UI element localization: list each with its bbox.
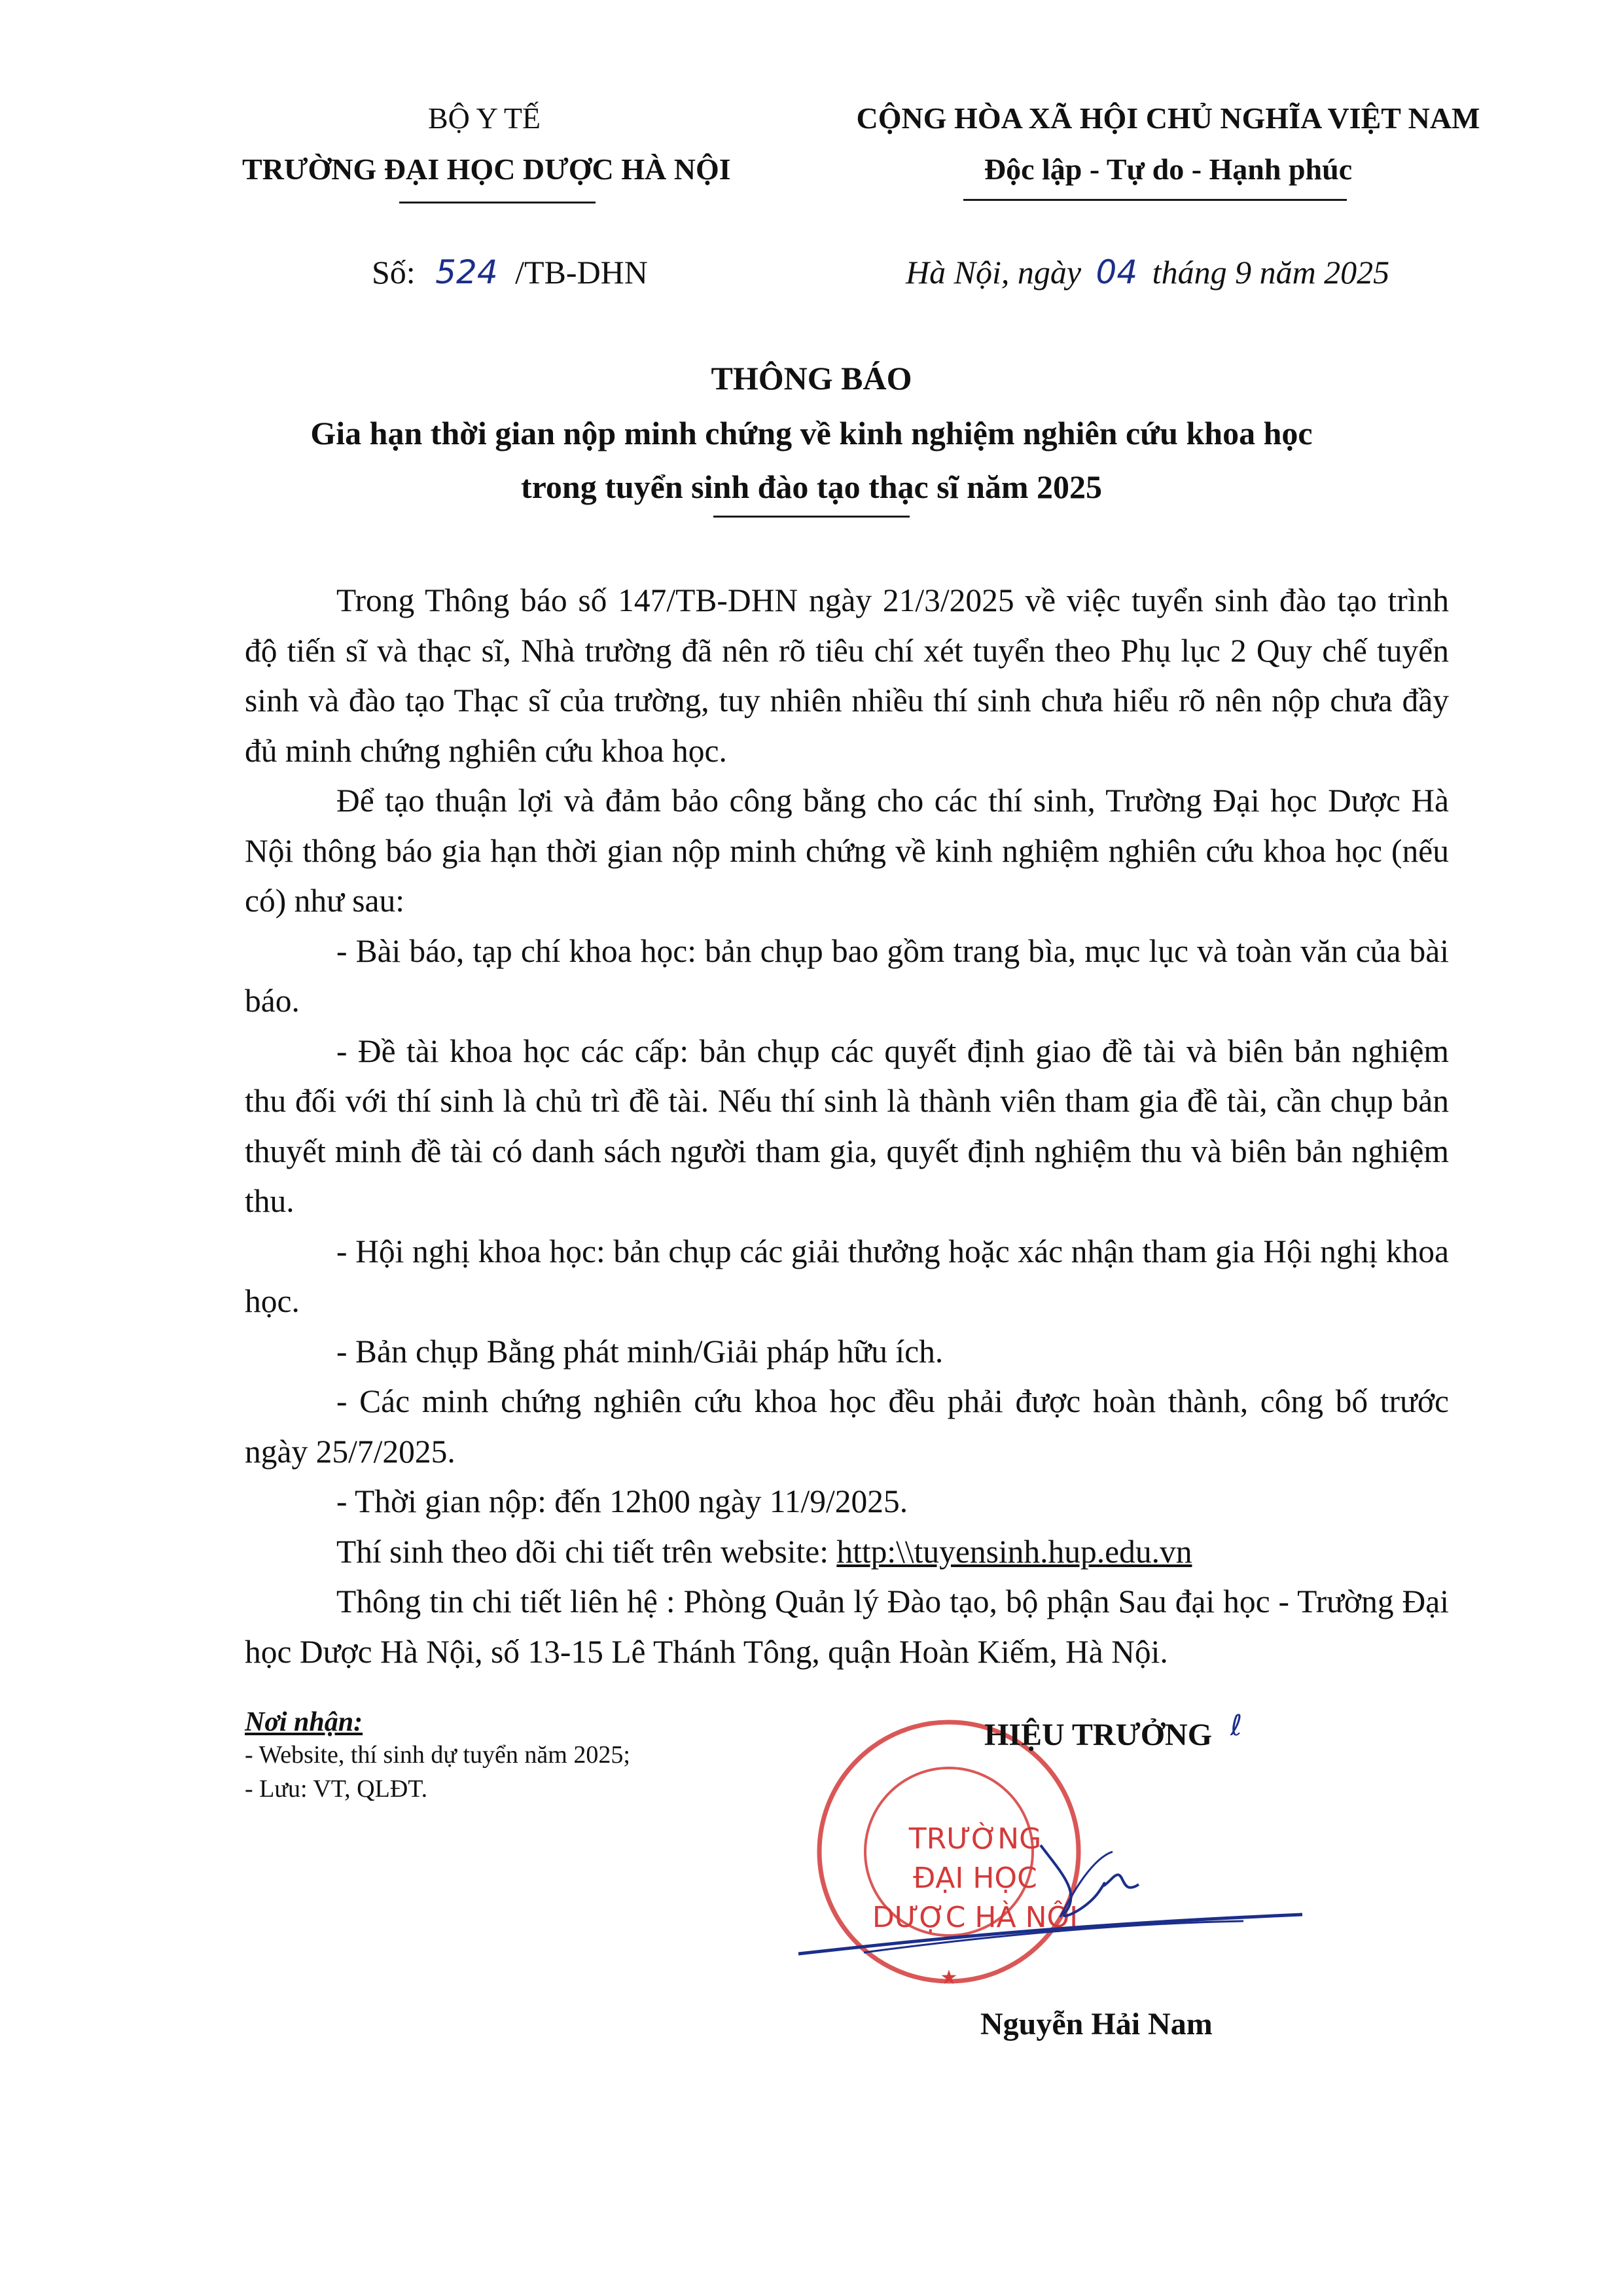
number-prefix: Số:: [372, 254, 416, 291]
body-item-submission-time: - Thời gian nộp: đến 12h00 ngày 11/9/2025.: [336, 1483, 908, 1519]
handwritten-number: 524: [435, 253, 498, 291]
seal-line-3: DƯỢC HÀ NỘI: [872, 1901, 1079, 1934]
notice-body: [245, 576, 1449, 1677]
recipient-item: - Website, thí sinh dự tuyển năm 2025;: [245, 1741, 630, 1769]
date-suffix: tháng 9 năm 2025: [1152, 254, 1390, 291]
handwritten-day: 04: [1096, 253, 1138, 291]
notice-heading: THÔNG BÁO: [711, 360, 912, 397]
body-item-articles: - Bài báo, tạp chí khoa học: bản chụp bao gồm trang bìa, mục lục và toàn văn của bài báo.: [245, 932, 1449, 1019]
title-initial-icon: ℓ: [1230, 1709, 1243, 1742]
body-item-deadline-condition: - Các minh chứng nghiên cứu khoa học đều phải được hoàn thành, công bố trước ngày 25/7/2025.: [245, 1383, 1449, 1470]
notice-subtitle-line1: Gia hạn thời gian nộp minh chứng về kinh nghiệm nghiên cứu khoa học: [310, 415, 1313, 451]
website-prefix: Thí sinh theo dõi chi tiết trên website:: [336, 1533, 837, 1570]
seal-line-2: ĐẠI HỌC: [913, 1862, 1037, 1895]
country-name: CỘNG HÒA XÃ HỘI CHỦ NGHĨA VIỆT NAM: [856, 101, 1480, 135]
date-prefix: Hà Nội, ngày: [906, 254, 1082, 291]
header-right-underline: [963, 199, 1347, 201]
body-item-projects: - Đề tài khoa học các cấp: bản chụp các quyết định giao đề tài và biên bản nghiệm thu đối với thí sinh là chủ trì đề tài. Nếu thí sinh là thành viên tham gia đề tài, cần chụp bản thuyết minh đề tài có danh sách người tham gia, quyết định nghiệm thu và biên bản nghiệm thu.: [245, 1033, 1449, 1219]
ministry-name: BỘ Y TẾ: [427, 101, 541, 135]
seal-star-icon: ★: [940, 1966, 958, 1989]
document-number: [372, 253, 648, 292]
recipient-item: - Lưu: VT, QLĐT.: [245, 1775, 428, 1803]
body-item-conferences: - Hội nghị khoa học: bản chụp các giải thưởng hoặc xác nhận tham gia Hội nghị khoa học.: [245, 1233, 1449, 1319]
seal-line-1: TRƯỜNG: [908, 1822, 1042, 1856]
body-item-patents: - Bản chụp Bằng phát minh/Giải pháp hữu ích.: [336, 1333, 944, 1369]
notice-subtitle-line2: trong tuyển sinh đào tạo thạc sĩ năm 2025: [520, 468, 1103, 505]
recipients-block: [245, 1706, 630, 1806]
body-paragraph-contact: Thông tin chi tiết liên hệ : Phòng Quản lý Đào tạo, bộ phận Sau đại học - Trường Đại học Dược Hà Nội, số 13-15 Lê Thánh Tông, quận Hoàn Kiếm, Hà Nội.: [245, 1583, 1449, 1670]
handwritten-signature: [785, 1826, 1309, 1976]
recipients-title: Nơi nhận:: [245, 1707, 363, 1737]
body-paragraph-purpose: Để tạo thuận lợi và đảm bảo công bằng cho các thí sinh, Trường Đại học Dược Hà Nội thông báo gia hạn thời gian nộp minh chứng về kinh nghiệm nghiên cứu khoa học (nếu có) như sau:: [245, 783, 1449, 919]
body-paragraph-intro: Trong Thông báo số 147/TB-DHN ngày 21/3/2025 về việc tuyển sinh đào tạo trình độ tiến sĩ và thạc sĩ, Nhà trường đã nên rõ tiêu chí xét tuyển theo Phụ lục 2 Quy chế tuyển sinh và đào tạo Thạc sĩ của trường, tuy nhiên nhiều thí sinh chưa hiểu rõ nên nộp chưa đầy đủ minh chứng nghiên cứu khoa học.: [245, 582, 1449, 769]
body-paragraph-website: [245, 1527, 1449, 1578]
signature-title: HIỆU TRƯỞNG: [984, 1718, 1213, 1752]
website-link[interactable]: http:\\tuyensinh.hup.edu.vn: [836, 1533, 1192, 1570]
title-underline: [713, 516, 910, 518]
document-date: [906, 253, 1389, 292]
signer-name: Nguyễn Hải Nam: [980, 2007, 1213, 2041]
number-suffix: /TB-DHN: [515, 254, 648, 291]
university-name: TRƯỜNG ĐẠI HỌC DƯỢC HÀ NỘI: [242, 152, 731, 186]
national-motto: Độc lập - Tự do - Hạnh phúc: [984, 152, 1353, 186]
header-left-underline: [399, 202, 596, 203]
